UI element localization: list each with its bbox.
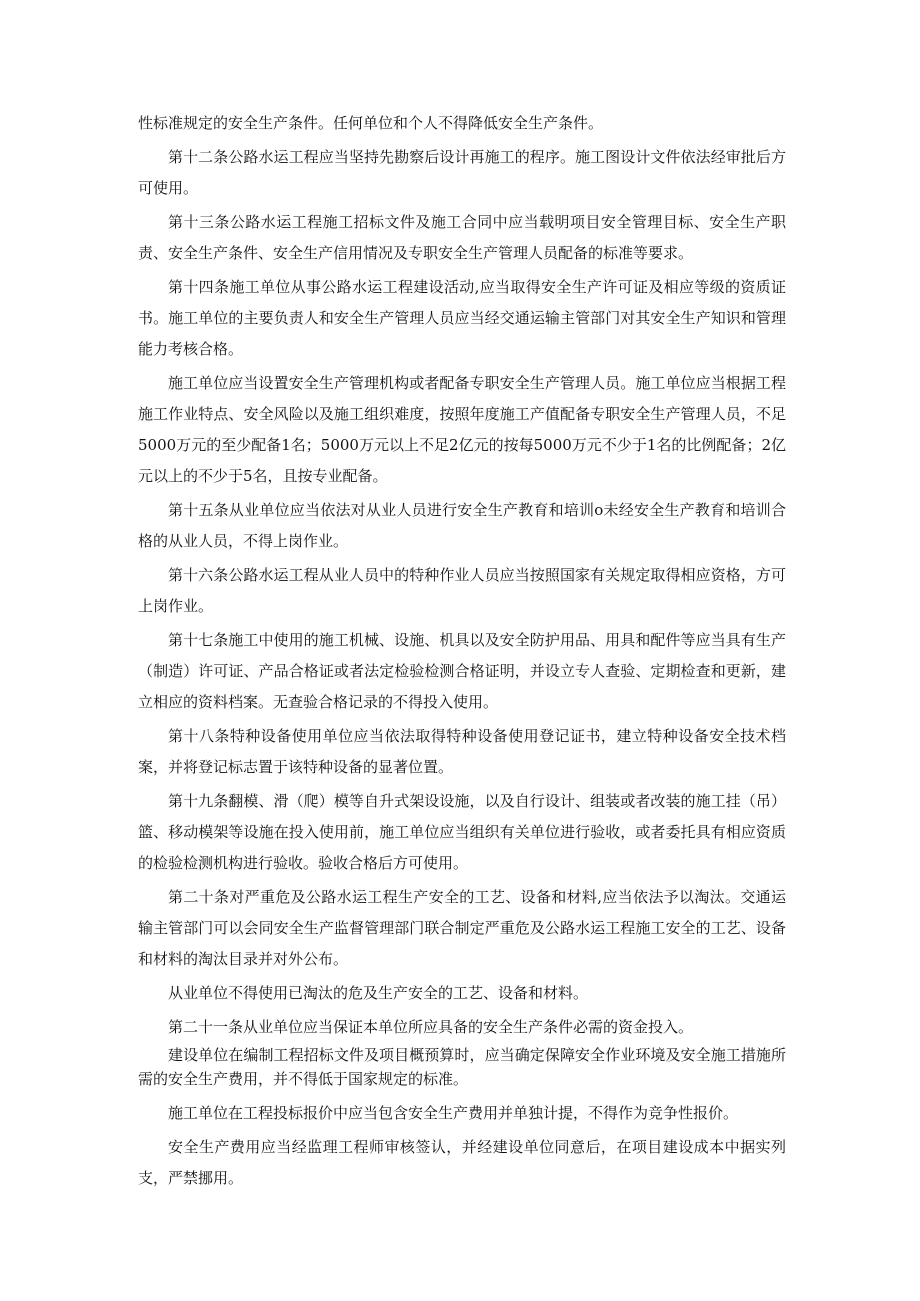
paragraph-continuation: 性标准规定的安全生产条件。任何单位和个人不得降低安全生产条件。 (138, 114, 604, 132)
paragraph-article-12: 第十二条公路水运工程应当坚持先勘察后设计再施工的程序。施工图设计文件依法经审批后方可使用。 (138, 148, 786, 197)
paragraph-article-19: 第十九条翻模、滑（爬）模等自升式架设设施，以及自行设计、组装或者改装的施工挂（吊）篮、移动模架等设施在投入使用前，施工单位应当组织有关单位进行验收，或者委托具有相应资质的检验检测机构进行验收。验收合格后方可使用。 (138, 792, 786, 872)
paragraph-article-15: 第十五条从业单位应当依法对从业人员进行安全生产教育和培训o未经安全生产教育和培训合格的从业人员，不得上岗作业。 (138, 501, 786, 550)
paragraph-article-17: 第十七条施工中使用的施工机械、设施、机具以及安全防护用品、用具和配件等应当具有生产（制造）许可证、产品合格证或者法定检验检测合格证明，并设立专人查验、定期检查和更新，建立相应的资料档案。无查验合格记录的不得投入使用。 (138, 631, 786, 711)
paragraph-safety-cost-approval: 安全生产费用应当经监理工程师审核签认，并经建设单位同意后，在项目建设成本中据实列支，严禁挪用。 (138, 1138, 786, 1187)
paragraph-article-14: 第十四条施工单位从事公路水运工程建设活动,应当取得安全生产许可证及相应等级的资质证书。施工单位的主要负责人和安全生产管理人员应当经交通运输主管部门对其安全生产知识和管理能力考核合格。 (138, 278, 786, 358)
paragraph-article-13: 第十三条公路水运工程施工招标文件及施工合同中应当载明项目安全管理目标、安全生产职责、安全生产条件、安全生产信用情况及专职安全生产管理人员配备的标准等要求。 (138, 213, 786, 262)
paragraph-safety-staffing: 施工单位应当设置安全生产管理机构或者配备专职安全生产管理人员。施工单位应当根据工程施工作业特点、安全风险以及施工组织难度，按照年度施工产值配备专职安全生产管理人员，不足5000万元的至少配备1名；5000万元以上不足2亿元的按每5000万元不少于1名的比例配备；2亿元以上的不少于5名，且按专业配备。 (138, 374, 786, 485)
paragraph-construction-budget: 建设单位在编制工程招标文件及项目概预算时，应当确定保障安全作业环境及安全施工措施所需的安全生产费用，并不得低于国家规定的标准。 (138, 1046, 786, 1088)
paragraph-article-18: 第十八条特种设备使用单位应当依法取得特种设备使用登记证书，建立特种设备安全技术档案，并将登记标志置于该特种设备的显著位置。 (138, 727, 786, 776)
document-body (138, 108, 786, 1197)
paragraph-article-21: 第二十一条从业单位应当保证本单位所应具备的安全生产条件必需的资金投入。 (168, 1018, 694, 1036)
paragraph-article-16: 第十六条公路水运工程从业人员中的特种作业人员应当按照国家有关规定取得相应资格，方可上岗作业。 (138, 566, 786, 615)
paragraph-bid-pricing: 施工单位在工程投标报价中应当包含安全生产费用并单独计提，不得作为竞争性报价。 (168, 1104, 739, 1122)
paragraph-eliminated-processes: 从业单位不得使用已淘汰的危及生产安全的工艺、设备和材料。 (168, 984, 589, 1002)
paragraph-article-20: 第二十条对严重危及公路水运工程生产安全的工艺、设备和材料,应当依法予以淘汰。交通运输主管部门可以会同安全生产监督管理部门联合制定严重危及公路水运工程施工安全的工艺、设备和材料的淘汰目录并对外公布。 (138, 888, 786, 968)
